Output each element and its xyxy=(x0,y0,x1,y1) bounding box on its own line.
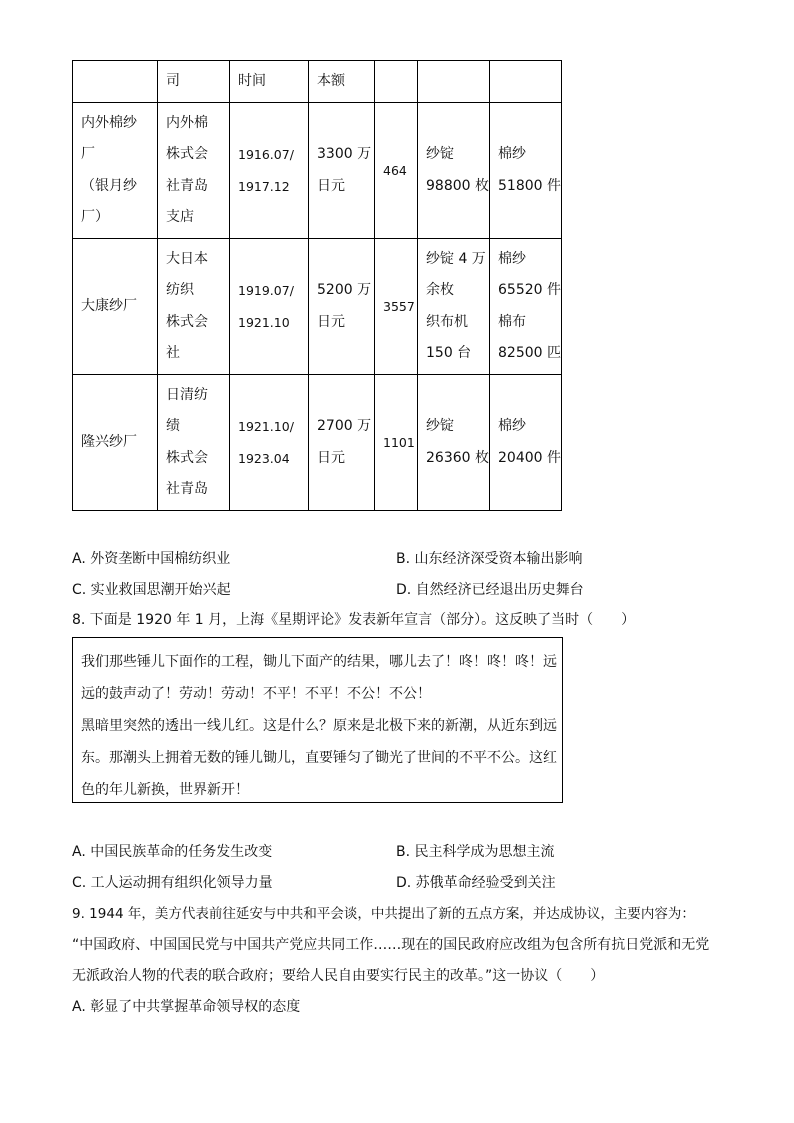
quote-line: 色的年儿新换，世界新开！ xyxy=(81,782,249,798)
header-cell xyxy=(490,61,562,103)
mill-name-cell: 大康纱厂 xyxy=(73,239,158,375)
company-cell: 内外棉 株式会 社青岛 支店 xyxy=(158,103,230,239)
q9-line: 9. 1944 年，美方代表前往延安与中共和平会谈，中共提出了新的五点方案，并达成协议，主要内容为： xyxy=(72,906,695,922)
table-row xyxy=(73,239,562,375)
q9-stem xyxy=(72,899,732,992)
q9-line: “中国政府、中国国民党与中国共产党应共同工作……现在的国民政府应改组为包含所有抗日党派和无党 xyxy=(72,937,710,953)
workers-cell: 1101 xyxy=(375,375,418,511)
q8-stem: 8. 下面是 1920 年 1 月，上海《星期评论》发表新年宣言（部分）。这反映了当时（ ） xyxy=(72,612,636,628)
q8-quote-box xyxy=(72,637,563,803)
mill-name-cell: 内外棉纱 厂 （银月纱 厂） xyxy=(73,103,158,239)
header-cell: 司 xyxy=(158,61,230,103)
table-row xyxy=(73,103,562,239)
header-cell: 本额 xyxy=(309,61,375,103)
time-cell: 1916.07/ 1917.12 xyxy=(230,103,309,239)
capital-cell: 5200 万 日元 xyxy=(309,239,375,375)
output-cell: 棉纱 20400 件 xyxy=(490,375,562,511)
output-cell: 棉纱 65520 件 棉布 82500 匹 xyxy=(490,239,562,375)
company-cell: 日清纺 绩 株式会 社青岛 xyxy=(158,375,230,511)
output-cell: 棉纱 51800 件 xyxy=(490,103,562,239)
equipment-cell: 纱锭 98800 枚 xyxy=(418,103,490,239)
q8-option-b[interactable]: B. 民主科学成为思想主流 xyxy=(396,844,555,860)
cotton-mill-table xyxy=(72,60,562,511)
q8-option-c[interactable]: C. 工人运动拥有组织化领导力量 xyxy=(72,875,273,891)
q7-option-d[interactable]: D. 自然经济已经退出历史舞台 xyxy=(396,582,584,598)
header-cell xyxy=(375,61,418,103)
quote-line: 我们那些锤儿下面作的工程，锄儿下面产的结果，哪儿去了！咚！咚！咚！远 xyxy=(81,654,557,670)
quote-line: 远的鼓声动了！劳动！劳动！不平！不平！不公！不公！ xyxy=(81,686,431,702)
time-cell: 1919.07/ 1921.10 xyxy=(230,239,309,375)
time-cell: 1921.10/ 1923.04 xyxy=(230,375,309,511)
q7-option-b[interactable]: B. 山东经济深受资本输出影响 xyxy=(396,551,583,567)
workers-cell: 3557 xyxy=(375,239,418,375)
capital-cell: 3300 万 日元 xyxy=(309,103,375,239)
mill-name-cell: 隆兴纱厂 xyxy=(73,375,158,511)
q8-option-a[interactable]: A. 中国民族革命的任务发生改变 xyxy=(72,844,273,860)
q9-option-a[interactable]: A. 彰显了中共掌握革命领导权的态度 xyxy=(72,999,301,1015)
q7-option-a[interactable]: A. 外资垄断中国棉纺织业 xyxy=(72,551,231,567)
q7-option-c[interactable]: C. 实业救国思潮开始兴起 xyxy=(72,582,231,598)
quote-line: 东。那潮头上拥着无数的锤儿锄儿，直要锤匀了锄光了世间的不平不公。这红 xyxy=(81,750,557,766)
q9-line: 无派政治人物的代表的联合政府；要给人民自由要实行民主的改革。”这一协议（ ） xyxy=(72,968,605,984)
company-cell: 大日本 纺织 株式会 社 xyxy=(158,239,230,375)
q8-option-d[interactable]: D. 苏俄革命经验受到关注 xyxy=(396,875,556,891)
header-cell: 时间 xyxy=(230,61,309,103)
header-cell xyxy=(73,61,158,103)
workers-cell: 464 xyxy=(375,103,418,239)
quote-line: 黑暗里突然的透出一线儿红。这是什么？原来是北极下来的新潮，从近东到远 xyxy=(81,718,557,734)
table-row xyxy=(73,375,562,511)
capital-cell: 2700 万 日元 xyxy=(309,375,375,511)
table-header-row xyxy=(73,61,562,103)
header-cell xyxy=(418,61,490,103)
equipment-cell: 纱锭 26360 枚 xyxy=(418,375,490,511)
equipment-cell: 纱锭 4 万 余枚 织布机 150 台 xyxy=(418,239,490,375)
